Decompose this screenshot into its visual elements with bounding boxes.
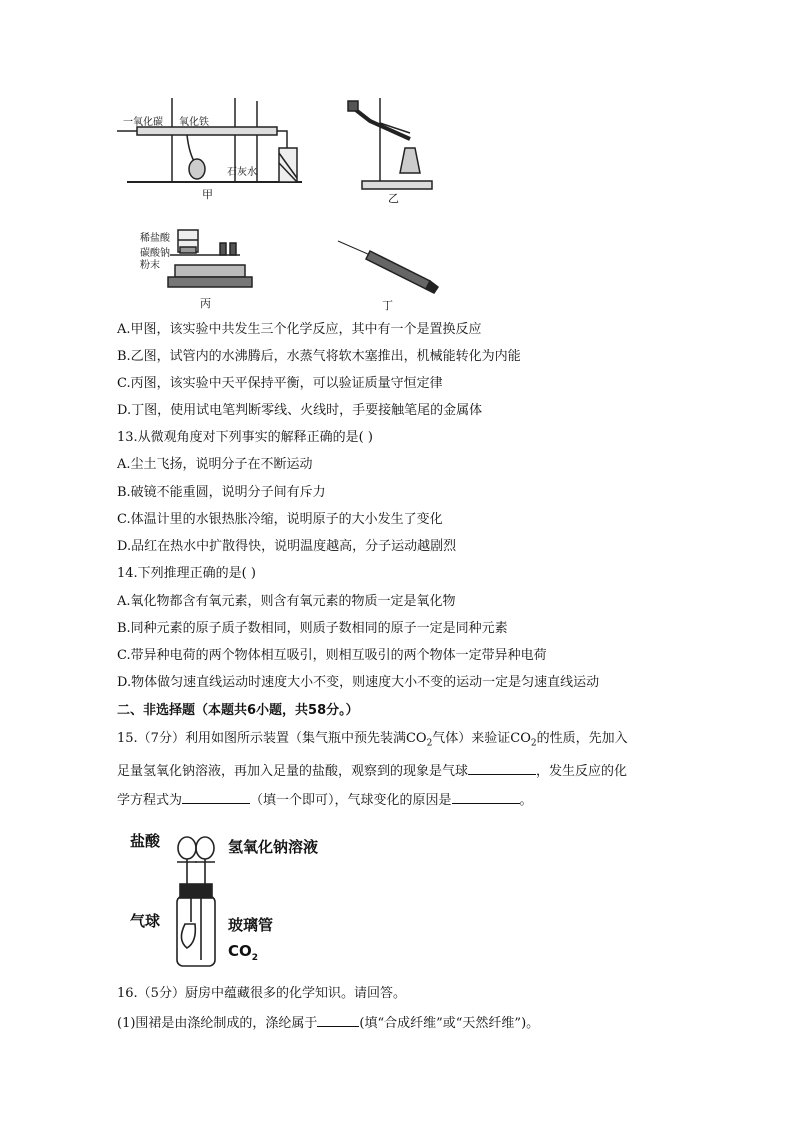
q16-part-1: (1)围裙是由涤纶制成的，涤纶属于 (填“合成纤维”或“天然纤维”)。 bbox=[117, 1012, 539, 1033]
q13-option-d: D.品红在热水中扩散得快，说明温度越高，分子运动越剧烈 bbox=[117, 539, 457, 554]
label-hcl: 盐酸 bbox=[130, 832, 161, 850]
q12-option-d: D.丁图，使用试电笔判断零线、火线时，手要接触笔尾的金属体 bbox=[117, 403, 483, 418]
boiling-tube-apparatus-drawing bbox=[340, 93, 460, 193]
figure-bing bbox=[140, 225, 260, 310]
caption-ding: 丁 bbox=[382, 299, 393, 312]
q13-option-b: B.破镜不能重圆，说明分子间有斥力 bbox=[117, 485, 326, 500]
label-na2co3-a: 碳酸钠 bbox=[140, 248, 170, 259]
test-pencil-icon bbox=[330, 235, 450, 295]
caption-bing: 丙 bbox=[200, 297, 211, 310]
q15-line-2: 足量氢氧化钠溶液，再加入足量的盐酸，观察到的现象是气球 ，发生反应的化 bbox=[117, 760, 627, 781]
caption-yi: 乙 bbox=[388, 192, 399, 205]
balloon-phenomenon-blank[interactable] bbox=[468, 760, 536, 775]
label-balloon: 气球 bbox=[130, 912, 161, 930]
q15-line-3: 学方程式为 （填一个即可），气球变化的原因是 。 bbox=[117, 789, 533, 810]
q12-option-a: A.甲图，该实验中共发生三个化学反应，其中有一个是置换反应 bbox=[117, 322, 482, 337]
q14-option-b: B.同种元素的原子质子数相同，则质子数相同的原子一定是同种元素 bbox=[117, 621, 508, 636]
section-two-heading: 二、非选择题（本题共6小题，共58分。） bbox=[117, 703, 359, 718]
q14-option-a: A.氧化物都含有氧元素，则含有氧元素的物质一定是氧化物 bbox=[117, 594, 456, 609]
caption-jia: 甲 bbox=[202, 188, 213, 201]
co-reduction-apparatus-drawing bbox=[117, 93, 317, 201]
reason-blank[interactable] bbox=[452, 789, 520, 804]
label-fe2o3: 氧化铁 bbox=[179, 117, 209, 128]
label-co2: $CO_2$ bbox=[228, 942, 259, 963]
label-co: 一氧化碳 bbox=[123, 117, 163, 128]
q12-option-b: B.乙图，试管内的水沸腾后，水蒸气将软木塞推出，机械能转化为内能 bbox=[117, 349, 521, 364]
q12-option-c: C.丙图，该实验中天平保持平衡，可以验证质量守恒定律 bbox=[117, 376, 443, 391]
figure-jia bbox=[117, 93, 317, 201]
figure-ding bbox=[330, 235, 450, 310]
label-na2co3-b: 粉末 bbox=[140, 260, 160, 271]
equation-blank[interactable] bbox=[182, 789, 250, 804]
label-hcl-dilute: 稀盐酸 bbox=[140, 233, 170, 244]
label-naoh-solution: 氢氧化钠溶液 bbox=[228, 838, 319, 856]
q13-option-a: A.尘土飞扬，说明分子在不断运动 bbox=[117, 457, 313, 472]
label-limewater: 石灰水 bbox=[227, 167, 257, 178]
figure-yi bbox=[340, 93, 460, 208]
q13-stem: 13.从微观角度对下列事实的解释正确的是( ) bbox=[117, 430, 373, 445]
q16-stem: 16.（5分）厨房中蕴藏很多的化学知识。请回答。 bbox=[117, 986, 406, 1001]
q14-option-c: C.带异种电荷的两个物体相互吸引，则相互吸引的两个物体一定带异种电荷 bbox=[117, 648, 547, 663]
q13-option-c: C.体温计里的水银热胀冷缩，说明原子的大小发生了变化 bbox=[117, 512, 443, 527]
label-glass-tube: 玻璃管 bbox=[228, 916, 274, 934]
q15-line-1: 15.（7分）利用如图所示装置（集气瓶中预先装满$CO_2$气体）来验证$CO_2$的性质，先加入 bbox=[117, 731, 628, 749]
q14-stem: 14.下列推理正确的是( ) bbox=[117, 566, 256, 581]
polyester-type-blank[interactable] bbox=[317, 1012, 359, 1027]
co2-apparatus-figure bbox=[125, 822, 365, 972]
q14-option-d: D.物体做匀速直线运动时速度大小不变，则速度大小不变的运动一定是匀速直线运动 bbox=[117, 675, 600, 690]
